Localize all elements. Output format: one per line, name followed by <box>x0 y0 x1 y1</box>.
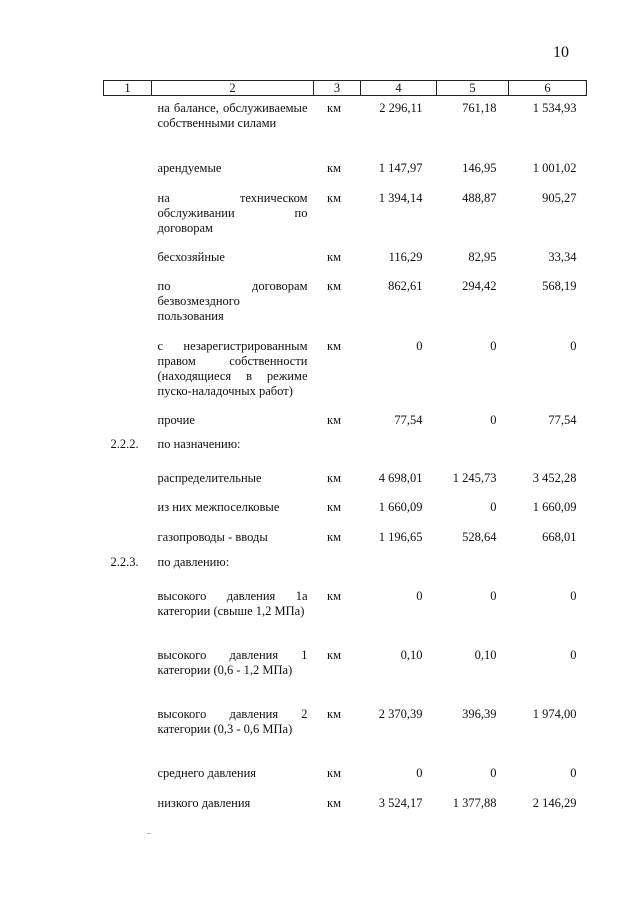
row-description-cell <box>152 707 314 766</box>
value-col-6 <box>509 555 587 589</box>
value-col-4: 1 660,09 <box>378 500 423 514</box>
value-col-4: 4 698,01 <box>378 471 423 485</box>
value-col-4 <box>361 555 437 589</box>
table-row <box>104 707 587 766</box>
row-description: высокого давления 2 категории (0,3 - 0,6 МПа) <box>157 707 308 736</box>
value-col-4: 862,61 <box>388 279 423 293</box>
row-description-cell <box>152 250 314 279</box>
unit: км <box>327 101 341 115</box>
unit: км <box>327 707 341 721</box>
row-description-cell <box>152 339 314 413</box>
value-col-6: 0 <box>570 648 577 662</box>
unit: км <box>327 796 341 810</box>
value-col-5: 528,64 <box>462 530 497 544</box>
row-description: по давлению: <box>157 555 230 569</box>
scan-artifact <box>147 833 151 834</box>
unit: км <box>327 161 341 175</box>
value-col-6: 1 534,93 <box>532 101 577 115</box>
value-col-5: 1 377,88 <box>452 796 497 810</box>
value-col-6: 2 146,29 <box>532 796 577 810</box>
table-row <box>104 471 587 500</box>
value-col-6: 1 001,02 <box>532 161 577 175</box>
section-number <box>104 96 152 162</box>
row-description: высокого давления 1 категории (0,6 - 1,2 МПа) <box>157 648 308 677</box>
unit: км <box>327 413 341 427</box>
section-number <box>104 161 152 191</box>
table-row <box>104 796 587 826</box>
section-number <box>104 250 152 279</box>
header-row <box>104 81 587 96</box>
unit: км <box>327 589 341 603</box>
section-number <box>104 530 152 555</box>
unit <box>314 555 361 589</box>
value-col-5: 294,42 <box>462 279 497 293</box>
value-col-6: 568,19 <box>542 279 577 293</box>
row-description-cell <box>152 279 314 339</box>
row-description: высокого давления 1а категории (свыше 1,2 МПа) <box>157 589 308 618</box>
row-description: по договорам безвозмездного пользования <box>157 279 308 323</box>
unit: км <box>327 471 341 485</box>
value-col-4: 2 370,39 <box>378 707 423 721</box>
table-row <box>104 161 587 191</box>
value-col-4: 77,54 <box>394 413 423 427</box>
value-col-6: 33,34 <box>548 250 577 264</box>
unit: км <box>327 279 341 293</box>
table-row <box>104 413 587 437</box>
table-row <box>104 500 587 530</box>
value-col-5: 0 <box>490 500 497 514</box>
row-description: на техническом обслуживании по договорам <box>157 191 308 235</box>
header-cell: 3 <box>314 81 361 96</box>
row-description-cell <box>152 500 314 530</box>
unit: км <box>327 191 341 205</box>
unit: км <box>327 530 341 544</box>
section-number <box>104 413 152 437</box>
page-number: 10 <box>553 44 569 61</box>
section-number <box>104 648 152 707</box>
table-row <box>104 555 587 589</box>
value-col-5: 761,18 <box>462 101 497 115</box>
value-col-5: 0,10 <box>474 648 497 662</box>
unit: км <box>327 500 341 514</box>
row-description-cell <box>152 437 314 471</box>
value-col-5: 0 <box>490 589 497 603</box>
section-number <box>104 471 152 500</box>
value-col-6: 905,27 <box>542 191 577 205</box>
value-col-6: 0 <box>570 589 577 603</box>
table-row <box>104 530 587 555</box>
value-col-4: 1 147,97 <box>378 161 423 175</box>
row-description: низкого давления <box>157 796 251 810</box>
unit: км <box>327 766 341 780</box>
row-description-cell <box>152 161 314 191</box>
value-col-6: 1 974,00 <box>532 707 577 721</box>
value-col-4: 1 394,14 <box>378 191 423 205</box>
section-number <box>104 279 152 339</box>
value-col-4: 1 196,65 <box>378 530 423 544</box>
value-col-4: 3 524,17 <box>378 796 423 810</box>
value-col-5: 396,39 <box>462 707 497 721</box>
table-row <box>104 437 587 471</box>
unit: км <box>327 250 341 264</box>
row-description-cell <box>152 555 314 589</box>
value-col-5: 0 <box>490 766 497 780</box>
row-description-cell <box>152 96 314 162</box>
value-col-6: 1 660,09 <box>532 500 577 514</box>
value-col-5: 0 <box>490 339 497 353</box>
header-cell: 5 <box>437 81 509 96</box>
row-description-cell <box>152 796 314 826</box>
header-cell: 1 <box>104 81 152 96</box>
table-row <box>104 766 587 796</box>
section-number <box>104 766 152 796</box>
section-number <box>104 191 152 250</box>
value-col-4: 2 296,11 <box>379 101 423 115</box>
value-col-5 <box>437 437 509 471</box>
value-col-4: 116,29 <box>388 250 423 264</box>
row-description-cell <box>152 648 314 707</box>
row-description: бесхозяйные <box>157 250 225 264</box>
value-col-5 <box>437 555 509 589</box>
value-col-5: 0 <box>490 413 497 427</box>
unit <box>314 437 361 471</box>
row-description: арендуемые <box>157 161 222 175</box>
value-col-6: 0 <box>570 766 577 780</box>
table-row <box>104 191 587 250</box>
row-description-cell <box>152 191 314 250</box>
table-row <box>104 279 587 339</box>
value-col-5: 146,95 <box>462 161 497 175</box>
row-description-cell <box>152 530 314 555</box>
row-description: из них межпоселковые <box>157 500 280 514</box>
row-description-cell <box>152 471 314 500</box>
value-col-4: 0 <box>416 589 423 603</box>
section-number <box>104 707 152 766</box>
table-row <box>104 589 587 648</box>
data-table <box>103 80 587 826</box>
table-body <box>104 96 587 827</box>
value-col-6: 77,54 <box>548 413 577 427</box>
value-col-4: 0 <box>416 766 423 780</box>
row-description: по назначению: <box>157 437 241 451</box>
row-description-cell <box>152 589 314 648</box>
value-col-6: 3 452,28 <box>532 471 577 485</box>
row-description: на балансе, обслуживаемые собственными силами <box>157 101 308 130</box>
table-row <box>104 339 587 413</box>
value-col-6: 668,01 <box>542 530 577 544</box>
value-col-4: 0 <box>416 339 423 353</box>
value-col-5: 1 245,73 <box>452 471 497 485</box>
row-description: распределительные <box>157 471 262 485</box>
row-description-cell <box>152 413 314 437</box>
section-number <box>104 339 152 413</box>
table-row <box>104 648 587 707</box>
value-col-5: 82,95 <box>468 250 497 264</box>
section-number: 2.2.2. <box>110 437 139 451</box>
section-number <box>104 589 152 648</box>
value-col-4: 0,10 <box>400 648 423 662</box>
row-description: среднего давления <box>157 766 257 780</box>
row-description-cell <box>152 766 314 796</box>
row-description: с незарегистрированным правом собственности (находящиеся в режиме пуско-наладочных работ) <box>157 339 308 398</box>
section-number <box>104 796 152 826</box>
value-col-4 <box>361 437 437 471</box>
header-cell: 6 <box>509 81 587 96</box>
row-description: прочие <box>157 413 195 427</box>
header-cell: 4 <box>361 81 437 96</box>
unit: км <box>327 339 341 353</box>
table-row <box>104 96 587 162</box>
value-col-6 <box>509 437 587 471</box>
value-col-5: 488,87 <box>462 191 497 205</box>
section-number <box>104 500 152 530</box>
table-row <box>104 250 587 279</box>
section-number: 2.2.3. <box>110 555 139 569</box>
value-col-6: 0 <box>570 339 577 353</box>
unit: км <box>327 648 341 662</box>
row-description: газопроводы - вводы <box>157 530 268 544</box>
header-cell: 2 <box>152 81 314 96</box>
